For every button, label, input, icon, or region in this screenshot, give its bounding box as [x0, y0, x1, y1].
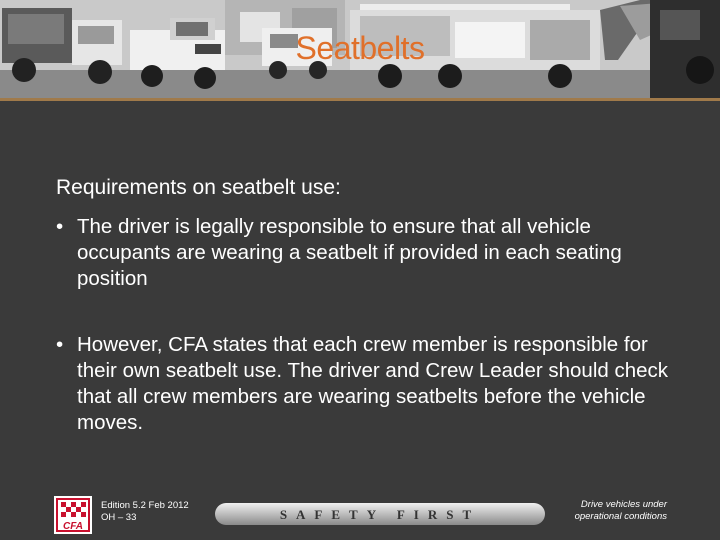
- bullet-list: [56, 214, 676, 436]
- bullet-text: The driver is legally responsible to ensure that all vehicle occupants are wearing a seatbelt if provided in each seating position: [77, 215, 622, 290]
- bullet-item: [56, 332, 676, 436]
- page-ref: OH – 33: [101, 512, 137, 523]
- edition-label: Edition 5.2 Feb 2012: [101, 500, 189, 511]
- footer-note-line1: Drive vehicles under: [580, 499, 667, 510]
- header-banner: [0, 0, 720, 98]
- safety-first-text: SAFETY FIRST: [279, 507, 481, 522]
- bullet-icon: •: [56, 215, 64, 238]
- footer-note: [537, 499, 667, 523]
- footer-note-line2: operational conditions: [574, 511, 667, 522]
- logo-text: CFA: [63, 521, 83, 532]
- bullet-icon: •: [56, 333, 64, 356]
- slide-title: Seatbelts: [295, 30, 425, 66]
- bullet-item: [56, 214, 676, 292]
- cfa-logo: [54, 496, 92, 534]
- edition-info: [101, 500, 189, 524]
- bullet-text: However, CFA states that each crew member is responsible for their own seatbelt use. The driver and Crew Leader should check that all crew members are wearing seatbelts before the vehicle moves.: [77, 333, 669, 434]
- safety-first-banner: [215, 503, 545, 525]
- header-divider: [0, 98, 720, 101]
- section-heading: Requirements on seatbelt use:: [56, 176, 341, 199]
